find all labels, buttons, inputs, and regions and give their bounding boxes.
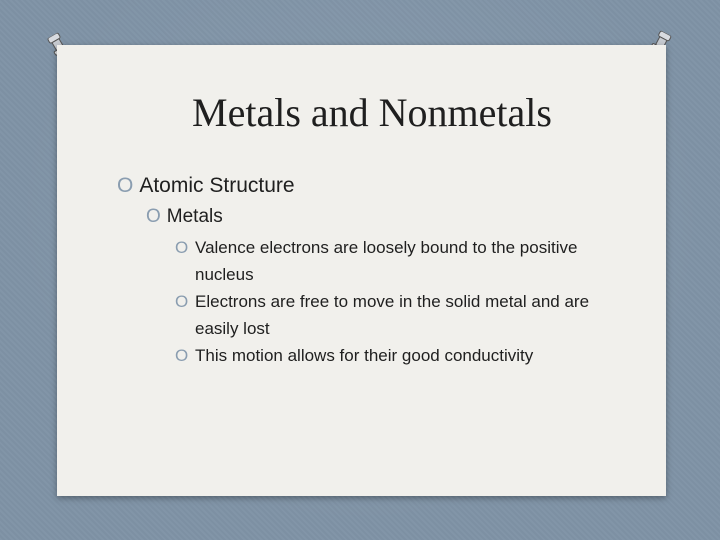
- bullet-level2: [146, 206, 223, 228]
- slide-title: Metals and Nonmetals: [192, 90, 552, 135]
- bullet-text: Metals: [166, 206, 223, 227]
- bullet-list: [57, 45, 666, 496]
- bullet-level3: [175, 288, 605, 342]
- bullet-marker: O: [175, 292, 189, 311]
- bullet-level1: [117, 174, 295, 198]
- bullet-marker: O: [117, 174, 134, 197]
- bullet-marker: O: [175, 346, 189, 365]
- bullet-level3: [175, 234, 605, 288]
- bullet-marker: O: [146, 206, 161, 227]
- bullet-text: Valence electrons are loosely bound to the positive nucleus: [195, 238, 578, 284]
- slide-paper: [57, 45, 666, 496]
- bullet-level3: [175, 342, 615, 369]
- bullet-text: Atomic Structure: [139, 174, 295, 197]
- bullet-marker: O: [175, 238, 189, 257]
- bullet-text: Electrons are free to move in the solid metal and are easily lost: [195, 292, 590, 338]
- bullet-text: This motion allows for their good conductivity: [195, 346, 534, 365]
